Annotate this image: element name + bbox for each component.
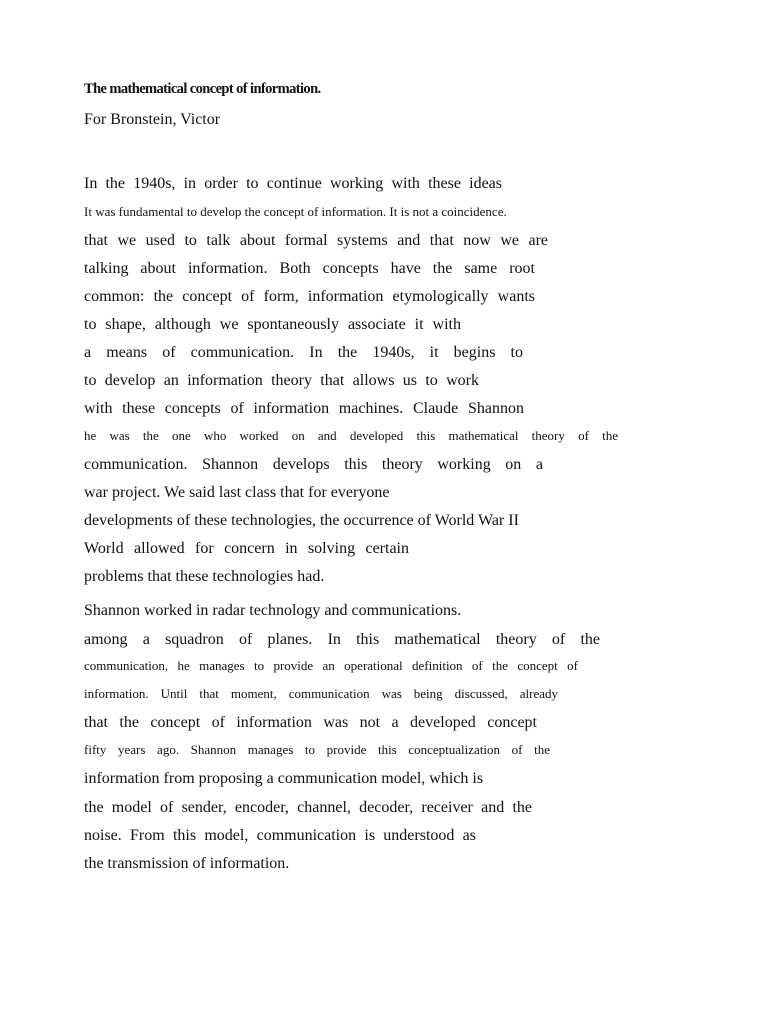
text-line: communication, he manages to provide an operational definition of the concept of — [84, 658, 578, 673]
text-line: the model of sender, encoder, channel, decoder, receiver and the — [84, 799, 532, 816]
text-line: to develop an information theory that allows us to work — [84, 372, 479, 389]
text-line: he was the one who worked on and developed this mathematical theory of the — [84, 428, 618, 443]
text-line: information from proposing a communication model, which is — [84, 770, 484, 787]
text-line: common: the concept of form, information etymologically wants — [84, 288, 535, 305]
text-line: noise. From this model, communication is understood as — [84, 827, 476, 844]
text-line: communication. Shannon develops this theory working on a — [84, 456, 543, 473]
text-line: problems that these technologies had. — [84, 568, 325, 585]
text-line: that we used to talk about formal systems and that now we are — [84, 232, 548, 249]
document-author: For Bronstein, Victor — [84, 111, 221, 128]
text-line: a means of communication. In the 1940s, it begins to — [84, 344, 523, 361]
text-line: fifty years ago. Shannon manages to provide this conceptualization of the — [84, 742, 550, 757]
document-title: The mathematical concept of information. — [84, 81, 321, 97]
text-line: In the 1940s, in order to continue working with these ideas — [84, 175, 502, 192]
text-line: among a squadron of planes. In this mathematical theory of the — [84, 631, 600, 648]
text-line: Shannon worked in radar technology and communications. — [84, 602, 462, 619]
text-line: with these concepts of information machines. Claude Shannon — [84, 400, 524, 417]
text-line: It was fundamental to develop the concept of information. It is not a coincidence. — [84, 204, 507, 219]
text-line: talking about information. Both concepts have the same root — [84, 260, 535, 277]
text-line: the transmission of information. — [84, 855, 290, 872]
text-line: World allowed for concern in solving certain — [84, 540, 409, 557]
text-line: that the concept of information was not a developed concept — [84, 714, 537, 731]
text-line: war project. We said last class that for everyone — [84, 484, 390, 501]
text-line: to shape, although we spontaneously associate it with — [84, 316, 461, 333]
text-line: information. Until that moment, communication was being discussed, already — [84, 686, 558, 701]
text-line: developments of these technologies, the occurrence of World War II — [84, 512, 519, 529]
